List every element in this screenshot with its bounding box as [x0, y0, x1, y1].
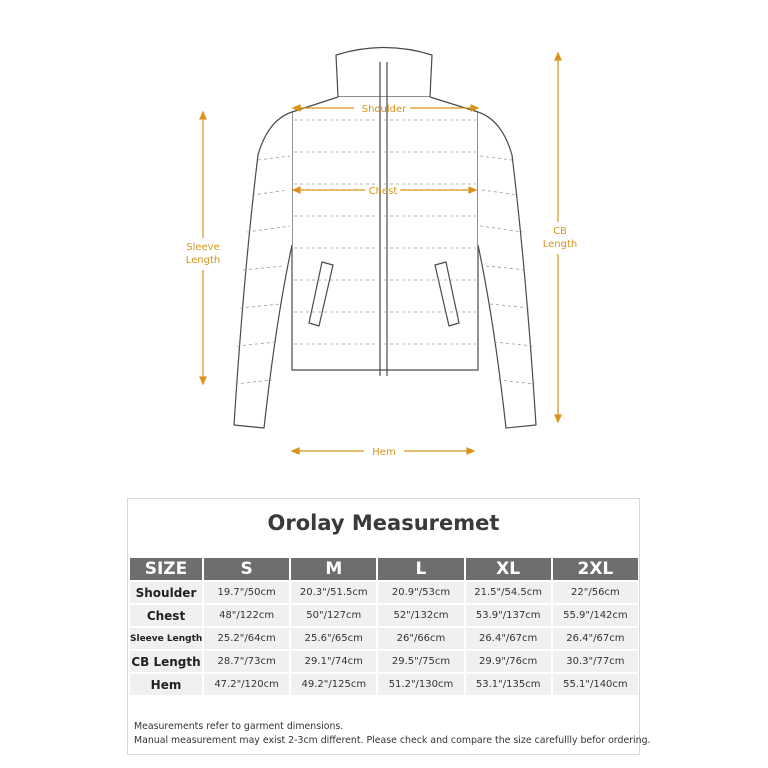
size-table — [128, 556, 640, 697]
header-xl: XL — [466, 558, 551, 580]
table-cell: 51.2"/130cm — [378, 674, 463, 695]
table-row — [130, 582, 638, 603]
header-size: SIZE — [130, 558, 202, 580]
table-row — [130, 628, 638, 649]
table-cell: 29.1"/74cm — [291, 651, 376, 672]
table-cell: 50"/127cm — [291, 605, 376, 626]
row-label-hem: Hem — [130, 674, 202, 695]
table-cell: 29.9"/76cm — [466, 651, 551, 672]
hem-label: Hem — [372, 447, 396, 458]
table-cell: 19.7"/50cm — [204, 582, 289, 603]
table-row — [130, 605, 638, 626]
table-cell: 49.2"/125cm — [291, 674, 376, 695]
chest-label: Chest — [368, 186, 398, 197]
size-chart-title: Orolay Measuremet — [267, 511, 500, 535]
table-cell: 25.2"/64cm — [204, 628, 289, 649]
table-cell: 55.1"/140cm — [553, 674, 638, 695]
table-cell: 48"/122cm — [204, 605, 289, 626]
header-2xl: 2XL — [553, 558, 638, 580]
shoulder-label: Shoulder — [361, 104, 407, 115]
row-label-chest: Chest — [130, 605, 202, 626]
table-row — [130, 674, 638, 695]
measurement-notes — [134, 720, 651, 748]
row-label-shoulder: Shoulder — [130, 582, 202, 603]
row-label-cb-length: CB Length — [130, 651, 202, 672]
table-cell: 26.4"/67cm — [466, 628, 551, 649]
note-line-1: Measurements refer to garment dimensions. — [134, 721, 344, 732]
header-m: M — [291, 558, 376, 580]
table-cell: 26.4"/67cm — [553, 628, 638, 649]
header-l: L — [378, 558, 463, 580]
table-cell: 26"/66cm — [378, 628, 463, 649]
size-header-row — [130, 558, 638, 580]
table-cell: 28.7"/73cm — [204, 651, 289, 672]
row-label-sleeve-length: Sleeve Length — [130, 628, 202, 649]
table-cell: 20.3"/51.5cm — [291, 582, 376, 603]
table-cell: 22"/56cm — [553, 582, 638, 603]
size-chart-card — [127, 498, 651, 755]
table-cell: 53.1"/135cm — [466, 674, 551, 695]
sleeve-label-line1: Sleeve — [186, 242, 220, 253]
table-cell: 55.9"/142cm — [553, 605, 638, 626]
table-row — [130, 651, 638, 672]
table-cell: 30.3"/77cm — [553, 651, 638, 672]
note-line-2: Manual measurement may exist 2-3cm different. Please check and compare the size carefullly befor ordering. — [134, 735, 651, 746]
cb-label-line1: CB — [553, 226, 567, 237]
table-cell: 29.5"/75cm — [378, 651, 463, 672]
table-cell: 53.9"/137cm — [466, 605, 551, 626]
table-cell: 21.5"/54.5cm — [466, 582, 551, 603]
table-cell: 52"/132cm — [378, 605, 463, 626]
table-cell: 47.2"/120cm — [204, 674, 289, 695]
sleeve-label-line2: Length — [185, 255, 221, 266]
table-cell: 20.9"/53cm — [378, 582, 463, 603]
table-cell: 25.6"/65cm — [291, 628, 376, 649]
header-s: S — [204, 558, 289, 580]
cb-label-line2: Length — [542, 239, 578, 250]
